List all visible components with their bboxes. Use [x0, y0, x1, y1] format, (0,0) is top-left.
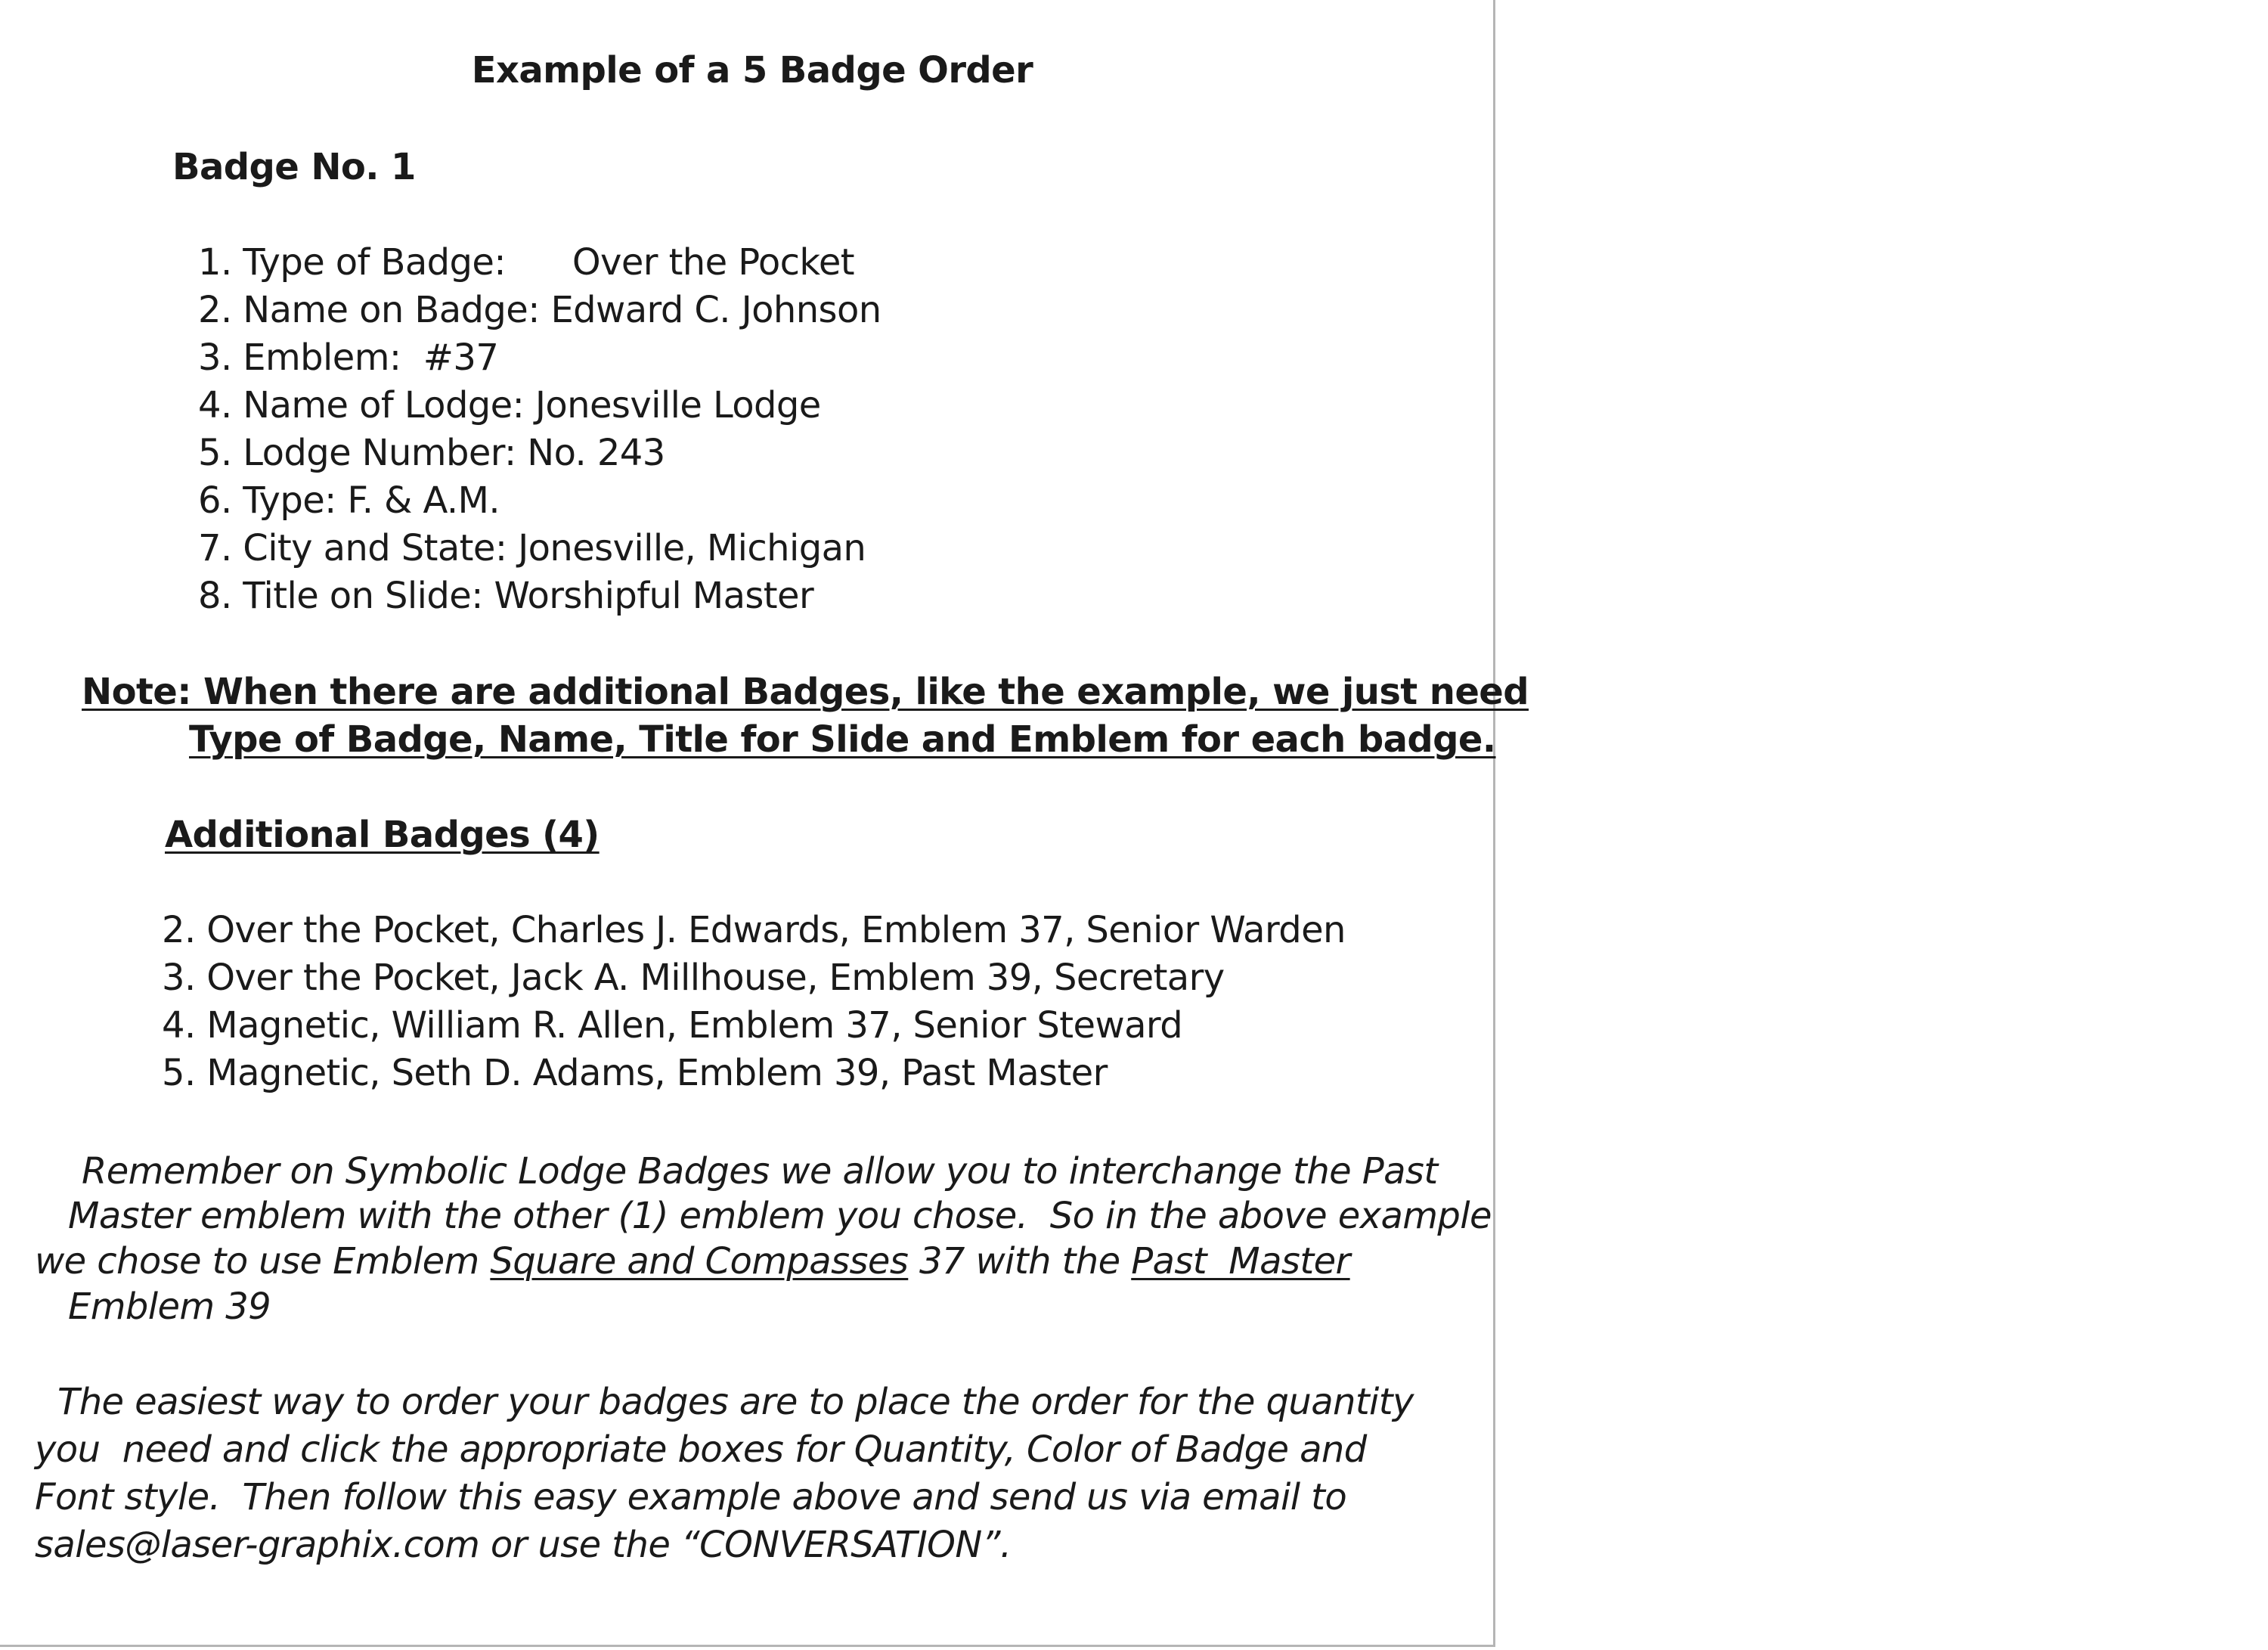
item-label: Type: [243, 479, 336, 522]
item-label: Lodge Number: [243, 432, 516, 474]
item-label: Name of Lodge: [243, 384, 525, 426]
item-number: 8. [198, 575, 232, 617]
badge-1-item [198, 477, 500, 524]
easiest-line-1: The easiest way to order your badges are to place the order for the quantity [57, 1381, 1414, 1423]
badge-1-item [198, 239, 854, 286]
additional-badge-item: 3. Over the Pocket, Jack A. Millhouse, Emblem 39, Secretary [162, 957, 1225, 999]
badge-1-item [198, 525, 866, 572]
additional-badge-item: 2. Over the Pocket, Charles J. Edwards, Emblem 37, Senior Warden [162, 909, 1346, 951]
past-master-underlined: Past Master [1131, 1240, 1350, 1282]
remember-text: we chose to use Emblem [35, 1240, 491, 1282]
square-and-compasses-underlined: Square and Compasses [490, 1240, 909, 1282]
item-label: City and State: [243, 527, 507, 569]
easiest-line-2: you need and click the appropriate boxes for Quantity, Color of Badge and [35, 1428, 1367, 1471]
item-value: #37 [423, 337, 499, 379]
item-value: Jonesville Lodge [534, 384, 821, 426]
item-number: 5. [198, 432, 232, 474]
badge-1-item [198, 334, 498, 381]
item-label: Emblem: [243, 337, 401, 379]
remember-line-2: Master emblem with the other (1) emblem you chose. So in the above example [68, 1195, 1492, 1237]
item-value: Jonesville, Michigan [518, 527, 866, 569]
easiest-line-4: sales@laser-graphix.com or use the “CONVERSATION”. [35, 1524, 1012, 1566]
item-number: 7. [198, 527, 232, 569]
page-title: Example of a 5 Badge Order [471, 49, 1033, 91]
badge-1-item [198, 382, 821, 429]
additional-badge-item: 5. Magnetic, Seth D. Adams, Emblem 39, Past Master [162, 1052, 1108, 1094]
item-label: Title on Slide: [243, 575, 483, 617]
item-value: Edward C. Johnson [550, 289, 881, 331]
item-value: No. 243 [527, 432, 665, 474]
remember-text: 37 with the [908, 1240, 1132, 1282]
easiest-line-3: Font style. Then follow this easy example above and send us via email to [35, 1476, 1347, 1518]
item-label: Type of Badge: [243, 241, 506, 284]
item-number: 3. [198, 337, 232, 379]
item-number: 2. [198, 289, 232, 331]
item-value: Over the Pocket [572, 241, 855, 284]
item-value: F. & A.M. [347, 479, 500, 522]
item-label: Name on Badge: [243, 289, 540, 331]
badge-1-item [198, 287, 881, 333]
additional-badges-heading: Additional Badges (4) [165, 814, 600, 856]
badge-1-item [198, 572, 813, 619]
note-line-2: Type of Badge, Name, Title for Slide and Emblem for each badge. [189, 718, 1496, 761]
item-number: 4. [198, 384, 232, 426]
badge-1-heading: Badge No. 1 [172, 146, 416, 188]
item-number: 6. [198, 479, 232, 522]
note-line-1: Note: When there are additional Badges, like the example, we just need [82, 671, 1529, 713]
additional-badge-item: 4. Magnetic, William R. Allen, Emblem 37, Senior Steward [162, 1004, 1183, 1047]
badge-1-item [198, 430, 665, 476]
item-number: 1. [198, 241, 232, 284]
item-value: Worshipful Master [494, 575, 814, 617]
remember-line-3 [35, 1238, 1350, 1285]
remember-line-4: Emblem 39 [68, 1286, 271, 1328]
remember-line-1: Remember on Symbolic Lodge Badges we allow you to interchange the Past [82, 1150, 1438, 1193]
